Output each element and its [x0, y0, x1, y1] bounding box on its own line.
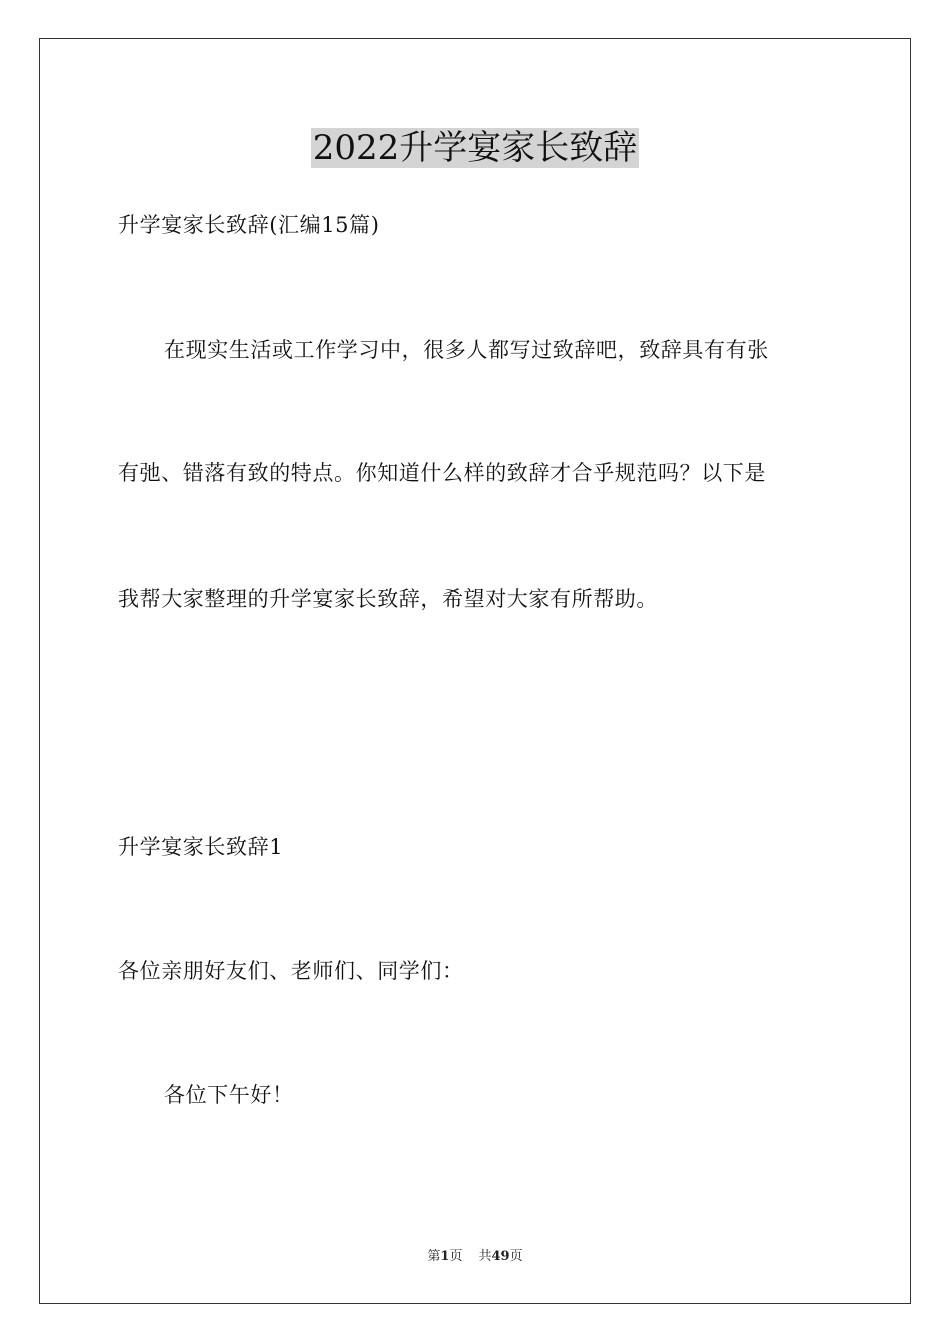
greeting: 各位下午好！ — [164, 1083, 294, 1107]
document-title: 2022升学宴家长致辞 — [312, 128, 638, 168]
footer-page-number: 1 — [440, 1249, 450, 1264]
footer-page-prefix: 第 — [427, 1249, 441, 1264]
intro-line-2: 有弛、错落有致的特点。你知道什么样的致辞才合乎规范吗？以下是 — [118, 461, 766, 485]
footer-total-pages: 49 — [491, 1249, 510, 1264]
document-subtitle: 升学宴家长致辞(汇编15篇) — [118, 213, 380, 237]
section-heading: 升学宴家长致辞1 — [118, 835, 284, 859]
footer-total-prefix: 共 — [478, 1249, 492, 1264]
title-container — [0, 128, 950, 168]
intro-line-3: 我帮大家整理的升学宴家长致辞，希望对大家有所帮助。 — [118, 587, 658, 611]
intro-line-1: 在现实生活或工作学习中，很多人都写过致辞吧，致辞具有有张 — [164, 338, 769, 362]
salutation: 各位亲朋好友们、老师们、同学们： — [118, 959, 464, 983]
page-footer — [0, 1248, 950, 1266]
footer-total-suffix: 页 — [509, 1249, 523, 1264]
footer-page-suffix: 页 — [449, 1249, 463, 1264]
